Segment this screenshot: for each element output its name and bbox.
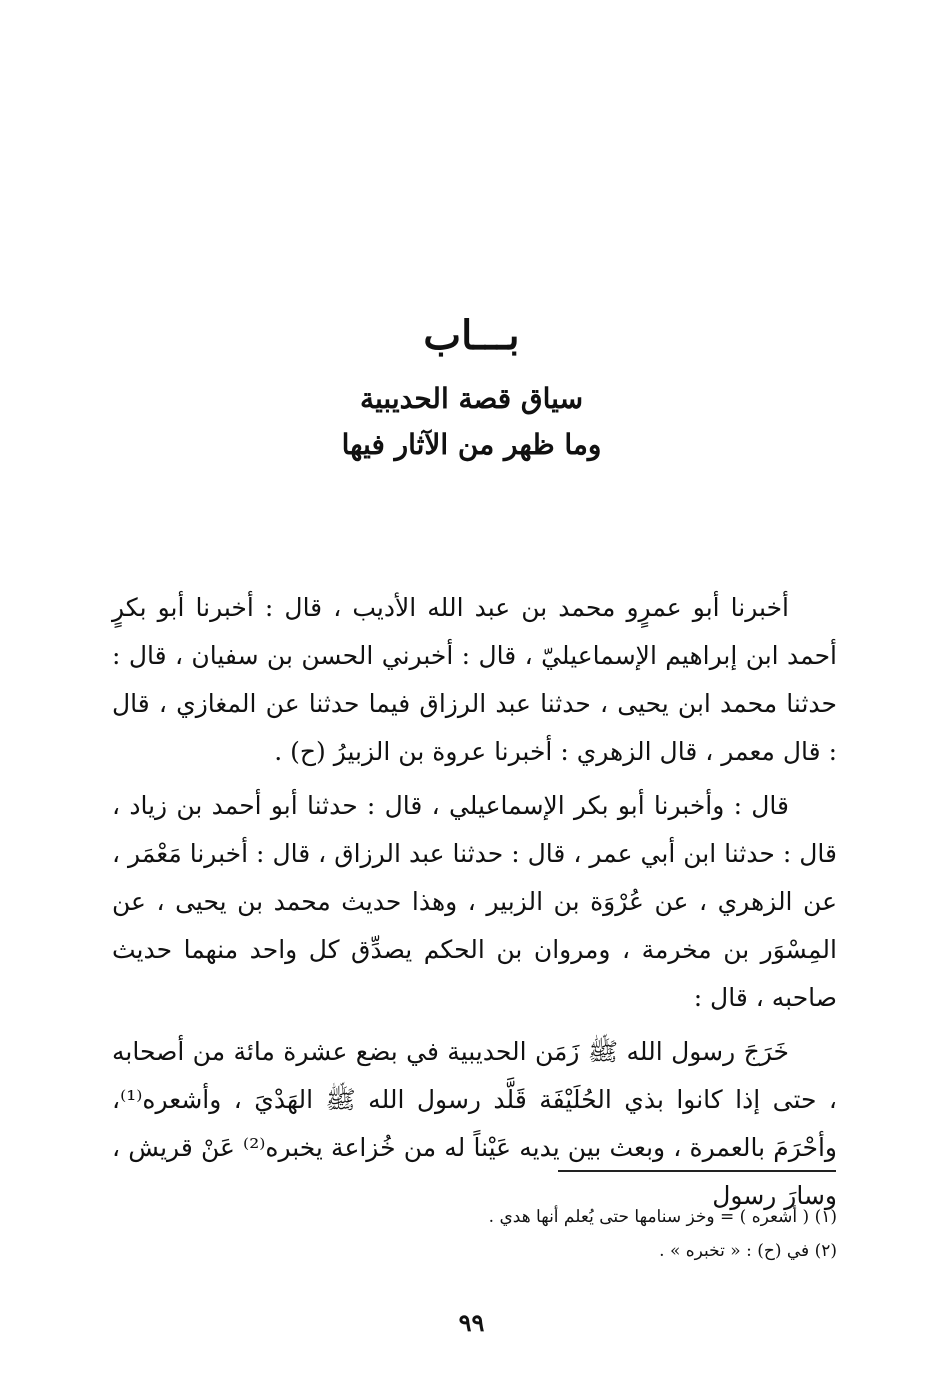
- chapter-heading: بـــاب: [423, 312, 520, 359]
- chapter-subtitle-line-2: وما ظهر من الآثار فيها: [341, 428, 602, 461]
- narrative-paragraph: خَرَجَ رسول الله ﷺ زَمَن الحديبية في بضع عشرة مائة من أصحابه ، حتى إذا كانوا بذي الحُلَيْفَة قَلَّد رسول الله ﷺ الهَدْيَ ، وأشعره⁽¹⁾، وأحْرَمَ بالعمرة ، وبعث بين يديه عَيْناً له من خُزاعة يخبره⁽²⁾ عَنْ قريش ، وسارَ رسول: [112, 1037, 837, 1210]
- chapter-subtitle-line-1: سياق قصة الحديبية: [359, 382, 584, 415]
- footnote-1: (١) ( أشعره ) = وخز سنامها حتى يُعلم أنها هدي .: [488, 1207, 837, 1227]
- main-text: [112, 584, 837, 1220]
- footnote-divider: [558, 1170, 836, 1172]
- page-number: ٩٩: [458, 1308, 485, 1337]
- footnote-2: (٢) في (ح) : « تخبره » .: [659, 1241, 837, 1261]
- footnotes: [300, 1200, 837, 1268]
- isnad-paragraph-2: قال : وأخبرنا أبو بكر الإسماعيلي ، قال : حدثنا أبو أحمد بن زياد ، قال : حدثنا ابن أبي عمر ، قال : حدثنا عبد الرزاق ، قال : أخبرنا مَعْمَر ، عن الزهري ، عن عُرْوَة بن الزبير ، وهذا حديث محمد بن يحيى ، عن المِسْوَر بن مخرمة ، ومروان بن الحكم يصدِّق كل واحد منهما حديث صاحبه ، قال :: [112, 791, 837, 1012]
- isnad-paragraph-1: أخبرنا أبو عمرٍو محمد بن عبد الله الأديب ، قال : أخبرنا أبو بكرٍ أحمد ابن إبراهيم الإسماعيليّ ، قال : أخبرني الحسن بن سفيان ، قال : حدثنا محمد ابن يحيى ، حدثنا عبد الرزاق فيما حدثنا عن المغازي ، قال : قال معمر ، قال الزهري : أخبرنا عروة بن الزبيرُ (ح) .: [112, 593, 837, 766]
